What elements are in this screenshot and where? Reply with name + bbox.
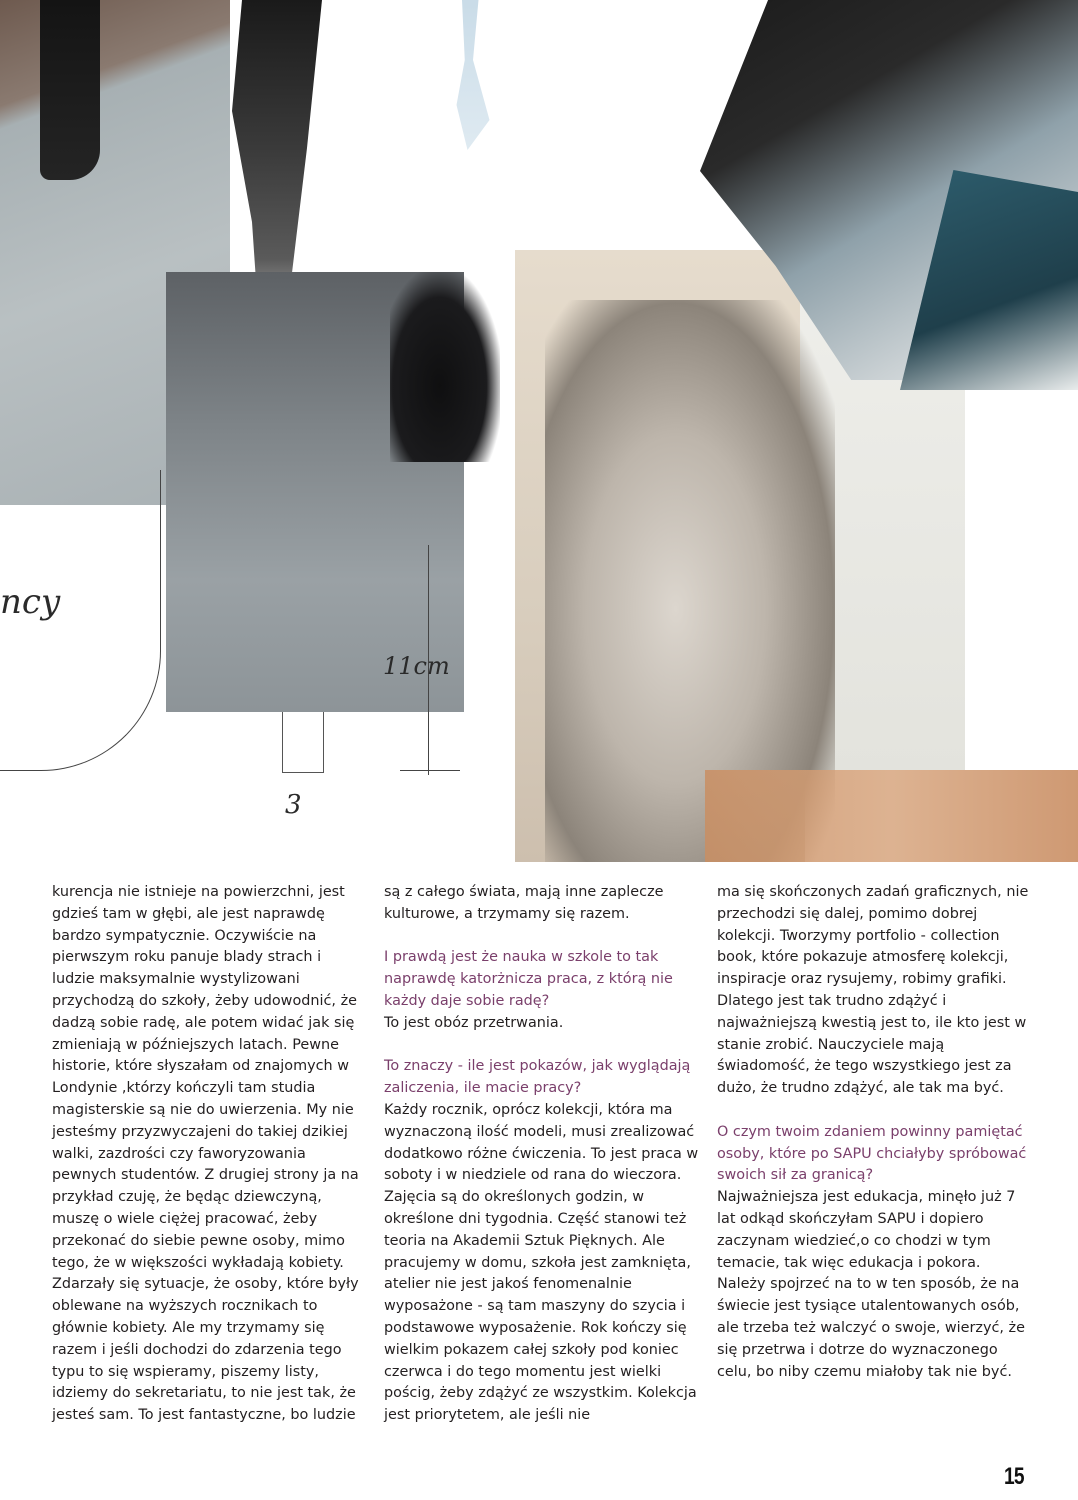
interview-question: To znaczy - ile jest pokazów, jak wyglądają zaliczenia, ile macie pracy?	[384, 1058, 691, 1097]
paragraph: kurencja nie istnieje na powierzchni, jest gdzieś tam w głębi, ale jest naprawdę bardzo sympatycznie. Oczywiście na pierwszym roku panuje blady strach i ludzie maksymalnie wystylizowani przychodzą do szkoły, żeby udowodnić, że dadzą sobie radę, ale potem widać jak się zmieniają w późniejszych latach. Pewne historie, które słyszałam od znajomych w Londynie ,którzy kończyli tam studia magisterskie są nie do uwierzenia. My nie jesteśmy przyzwyczajeni do takiej dzikiej walki, zazdrości czy faworyzowania pewnych studentów. Z drugiej strony ja na przykład czuję, że będąc dziewczyną, muszę o wiele ciężej pracować, żeby przekonać do siebie pewne osoby, mimo tego, że w większości wykładają kobiety. Zdarzały się sytuacje, że osoby, które były oblewane na wyższych rocznikach to głównie kobiety. Ale my trzymamy się razem i jeśli dochodzi do zdarzenia tego typu to się wspieramy, piszemy listy, idziemy do sekretariatu, to nie jest tak, że jesteś sam. To jest fantastyczne, bo ludzie	[52, 884, 359, 1424]
photo-boot-left	[40, 0, 100, 180]
handwritten-note: ncy	[0, 582, 61, 622]
article-column-1	[52, 882, 367, 1427]
paragraph: są z całego świata, mają inne zaplecze kulturowe, a trzymamy się razem.	[384, 884, 664, 922]
handwritten-measure-height: 11cm	[383, 652, 450, 680]
article-column-3	[717, 882, 1032, 1383]
pencil-sketch-heel	[282, 712, 324, 773]
interview-question: I prawdą jest że nauka w szkole to tak naprawdę katorżnicza praca, z którą nie każdy daje sobie radę?	[384, 949, 673, 1009]
handwritten-measure-width: 3	[285, 790, 302, 820]
orange-paper-strip	[705, 770, 1078, 862]
blue-watercolor-stroke	[440, 0, 495, 150]
photo-heeled-boot	[390, 272, 500, 462]
interview-answer: Każdy rocznik, oprócz kolekcji, która ma wyznaczoną ilość modeli, musi zrealizować dodatkowo różne ćwiczenia. To jest praca w soboty i w niedziele od rana do wieczora. Zajęcia są do określonych godzin, w określone dni tygodnia. Część stanowi też teoria na Akademii Sztuk Pięknych. Ale pracujemy w domu, szkoła jest zamknięta, atelier nie jest jakoś fenomenalnie wyposażone - są tam maszyny do szycia i podstawowe wyposażenie. Rok kończy się wielkim pokazem całej szkoły pod koniec czerwca i do tego momentu jest wielki pościg, żeby zdążyć ze wszystkim. Kolekcja jest priorytetem, ale jeśli nie	[384, 1101, 699, 1424]
paragraph: ma się skończonych zadań graficznych, nie przechodzi się dalej, pomimo dobrej kolekcji. Tworzymy portfolio - collection book, które pokazuje atmosferę kolekcji, inspiracje oraz rysujemy, robimy grafiki. Dlatego jest tak trudno zdążyć i najważniejszą kwestią jest to, ile kto jest w stanie zrobić. Nauczyciele mają świadomość, że tego wszystkiego jest za dużo, że trudno zdążyć, ale tak ma być.	[717, 884, 1029, 1097]
article-column-2	[384, 882, 701, 1427]
interview-answer: Najważniejsza jest edukacja, minęło już 7 lat odkąd skończyłam SAPU i dopiero zaczynam wiedzieć,o co chodzi w tym temacie, tak więc edukacja i pokora. Należy spojrzeć na to w ten sposób, że na świecie jest tysiące utalentowanych osób, ale trzeba też walczyć o swoje, wierzyć, że się przetrwa i dotrze do wyznaczonego celu, bo niby czemu miałoby tak nie być.	[717, 1189, 1025, 1380]
interview-question: O czym twoim zdaniem powinny pamiętać osoby, które po SAPU chciałyby spróbować swoich sił za granicą?	[717, 1123, 1027, 1184]
interview-answer: To jest obóz przetrwania.	[384, 1014, 564, 1031]
pencil-measure-base	[400, 770, 460, 771]
page-number: 15	[1004, 1463, 1024, 1490]
